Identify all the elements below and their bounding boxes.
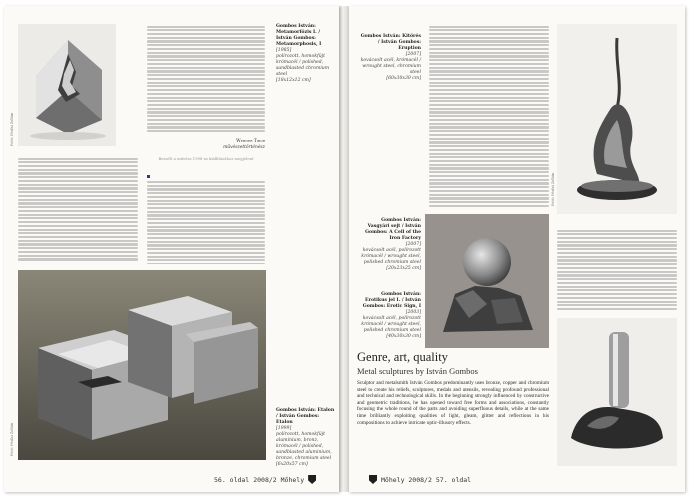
caption-material: polírozott, homokfújt alumínium, bronz, krómacél / polished, sandblasted aluminium, bronze, chromium steel (276, 432, 332, 461)
caption-title: Gombos István: Metamorfózis I. / István Gombos: Metamorphosis, I (276, 24, 322, 47)
folio-page: 56. oldal (214, 475, 250, 484)
caption-eruption (359, 34, 421, 82)
caption-title: Gombos István: Etalon / István Gombos: Etalon (276, 408, 335, 425)
caption-year: [1985] (276, 48, 292, 53)
folio-issue: Mőhely 2008/2 (381, 475, 432, 484)
right-text-column-a (429, 24, 549, 214)
left-page (4, 6, 339, 492)
photo-credit-3: Fotó: Pósfai Zoltán (551, 172, 555, 206)
caption-size: [18x12x12 cm] (276, 78, 311, 83)
caption-title: Gombos István: Kitörés / István Gombos: Eruption (360, 34, 421, 51)
folio-right (369, 475, 471, 484)
gutter (339, 6, 349, 492)
shield-icon (369, 475, 377, 484)
caption-material: kovácsolt acél, krómacél / wrought steel, chromium steel (360, 58, 421, 75)
exhibition-note: Beszélt a művész 1998-as kiállításához megjelent (158, 156, 254, 161)
quote-author-role: művészettörténész (223, 145, 265, 150)
caption-material: polírozott, homokfújt krómacél / polished, sandblasted chromium steel (276, 54, 330, 77)
caption-year: [1999] (276, 426, 292, 431)
english-summary (357, 350, 553, 468)
right-page (349, 6, 685, 492)
caption-title: Gombos István: Vasgyári sejt / István Gombos: A Cell of the Iron Factory (365, 218, 421, 241)
sculpture-photo-etalon (18, 270, 266, 460)
sculpture-photo-iron-factory-cell (425, 214, 549, 348)
photo-credit: Fotó: Pósfai Zoltán (10, 112, 14, 146)
caption-material: kovácsolt acél, polírozott krómacél / wrought steel, polished chromium steel (361, 248, 421, 265)
left-text-column-b (147, 24, 265, 136)
folio-issue: 2008/2 Mőhely (253, 475, 305, 484)
caption-year: [2003] (405, 310, 421, 315)
caption-iron-factory-cell (359, 218, 421, 272)
sculpture-photo-metamorphosis (18, 24, 116, 146)
summary-title: Genre, art, quality (357, 350, 448, 364)
folio-page: 57. oldal (435, 475, 472, 484)
left-text-column-c (147, 174, 265, 264)
caption-year: [2007] (405, 52, 421, 57)
caption-material: kovácsolt acél, polírozott krómacél / wrought steel, polished chromium steel (361, 316, 421, 333)
summary-subtitle: Metal sculptures by István Gombos (357, 366, 478, 376)
photo-credit-2: Fotó: Pósfai Zoltán (10, 422, 14, 456)
right-text-column-b (557, 228, 677, 314)
caption-erotic-sign (359, 292, 421, 340)
sculpture-photo-eruption (557, 24, 677, 214)
caption-size: [20x23x25 cm] (386, 266, 421, 271)
summary-text: Sculptor and metalsmith István Gombos predominantly uses bronze, copper and chromium steel to create his reliefs, sculptures, medals and utensils, revealing profound professional and technical and technological skills. In the beginning strongly influenced by constructive and geometric traditions, he has opened toward free forms and associations, constantly focusing the whole round of the parts and avoiding superfluous details, while at the same time brilliantly exploiting qualities of light, gleam, glitter and reflections in his compositions to achieve intricate optic-illusory effects. (357, 380, 549, 426)
caption-title: Gombos István: Erotikus jel I. / István Gombos: Erotic Sign, I (362, 292, 421, 309)
caption-size: [6x20x57 cm] (276, 462, 308, 467)
bullet-square (147, 175, 150, 178)
caption-etalon (276, 408, 336, 468)
left-text-column-a (18, 156, 138, 264)
shield-icon (308, 475, 316, 484)
quote-author: Wehner Tibor (236, 139, 265, 144)
caption-size: [40x30x30 cm] (386, 334, 421, 339)
caption-metamorphosis (276, 24, 336, 84)
caption-year: [2007] (405, 242, 421, 247)
caption-size: [60x30x30 cm] (386, 76, 421, 81)
folio-left (214, 475, 316, 484)
sculpture-photo-erotic-sign (557, 318, 677, 466)
